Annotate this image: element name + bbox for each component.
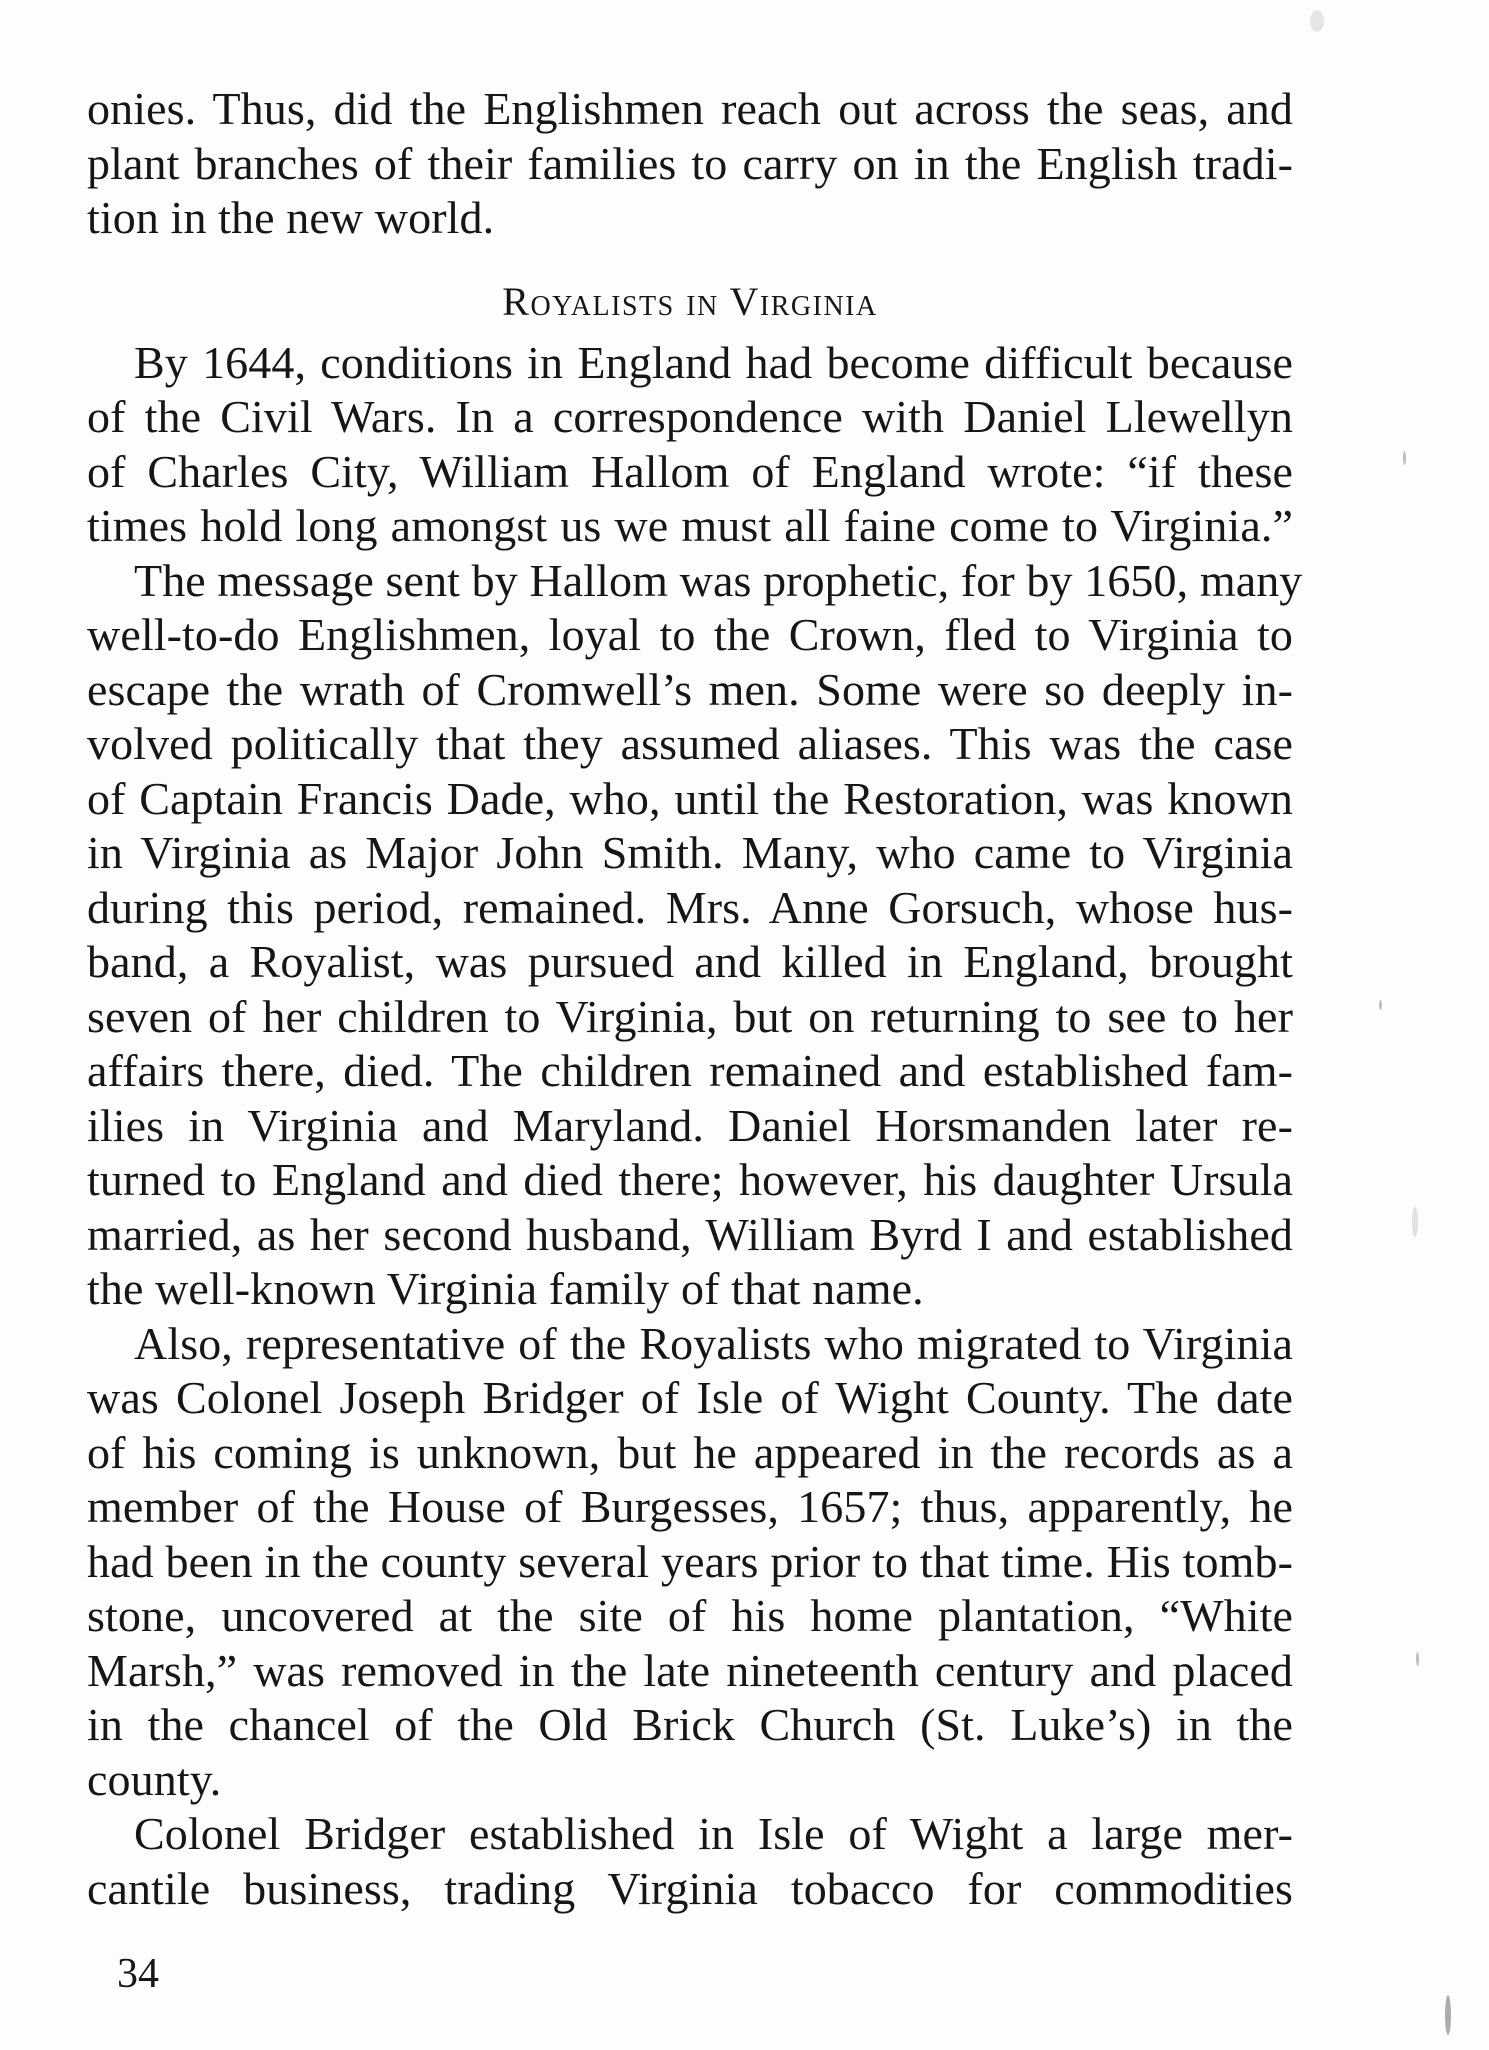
text-line: By 1644, conditions in England had become difficult because xyxy=(134,336,1293,388)
text-line: affairs there, died. The children remained and established fam- xyxy=(87,1045,1293,1096)
paragraph-3 xyxy=(87,1317,1293,1808)
text-line: of his coming is unknown, but he appeared in the records as a xyxy=(87,1426,1293,1478)
paragraph-4 xyxy=(87,1807,1293,1916)
text-line: of Charles City, William Hallom of England wrote: “if these xyxy=(87,445,1293,497)
text-line: Marsh,” was removed in the late nineteenth century and placed xyxy=(87,1644,1293,1696)
text-line: in Virginia as Major John Smith. Many, who came to Virginia xyxy=(87,827,1293,878)
text-line: stone, uncovered at the site of his home plantation, “White xyxy=(87,1590,1293,1641)
text-line: tion in the new world. xyxy=(87,192,495,243)
scan-speck xyxy=(1412,1207,1418,1237)
intro-paragraph xyxy=(87,82,1293,246)
scan-speck xyxy=(1416,1652,1419,1666)
text-line: Also, representative of the Royalists who migrated to Virginia xyxy=(134,1317,1293,1369)
page-number: 34 xyxy=(117,1951,159,1997)
text-line: ilies in Virginia and Maryland. Daniel Horsmanden later re- xyxy=(87,1099,1293,1151)
text-line: Colonel Bridger established in Isle of Wight a large mer- xyxy=(134,1808,1293,1859)
scan-speck xyxy=(1379,1000,1382,1010)
text-line: county. xyxy=(87,1753,222,1805)
text-line: cantile business, trading Virginia tobacco for commodities xyxy=(87,1862,1293,1914)
text-line: of Captain Francis Dade, who, until the Restoration, was known xyxy=(87,772,1293,824)
text-line: married, as her second husband, William Byrd I and established xyxy=(87,1208,1293,1260)
text-line: member of the House of Burgesses, 1657; thus, apparently, he xyxy=(87,1481,1293,1532)
scan-speck xyxy=(1445,1995,1451,2035)
text-line: in the chancel of the Old Brick Church (St. Luke’s) in the xyxy=(87,1699,1293,1750)
text-line: was Colonel Joseph Bridger of Isle of Wight County. The date xyxy=(87,1372,1293,1423)
paragraph-2 xyxy=(87,554,1303,1317)
text-line: seven of her children to Virginia, but on returning to see to her xyxy=(87,990,1293,1042)
text-line: plant branches of their families to carry on in the English tradi- xyxy=(87,137,1293,189)
text-line: of the Civil Wars. In a correspondence with Daniel Llewellyn xyxy=(87,391,1293,442)
section-heading: Royalists in Virginia xyxy=(502,278,878,324)
text-line: band, a Royalist, was pursued and killed in England, brought xyxy=(87,936,1293,987)
text-line: had been in the county several years prior to that time. His tomb- xyxy=(87,1535,1293,1587)
text-line: well-to-do Englishmen, loyal to the Crown, fled to Virginia to xyxy=(87,609,1293,660)
paragraph-1 xyxy=(87,336,1293,554)
text-line: onies. Thus, did the Englishmen reach out across the seas, and xyxy=(87,83,1293,134)
scan-speck xyxy=(1310,10,1324,32)
text-line: volved politically that they assumed aliases. This was the case xyxy=(87,718,1293,769)
scan-speck xyxy=(1403,451,1406,465)
book-page-text xyxy=(87,82,1303,1916)
text-line: times hold long amongst us we must all faine come to Virginia.” xyxy=(87,500,1293,551)
text-line: escape the wrath of Cromwell’s men. Some were so deeply in- xyxy=(87,663,1293,715)
text-line: the well-known Virginia family of that name. xyxy=(87,1263,924,1314)
text-line: during this period, remained. Mrs. Anne Gorsuch, whose hus- xyxy=(87,881,1293,933)
text-line: The message sent by Hallom was prophetic, for by 1650, many xyxy=(134,554,1303,606)
text-line: turned to England and died there; however, his daughter Ursula xyxy=(87,1154,1293,1205)
